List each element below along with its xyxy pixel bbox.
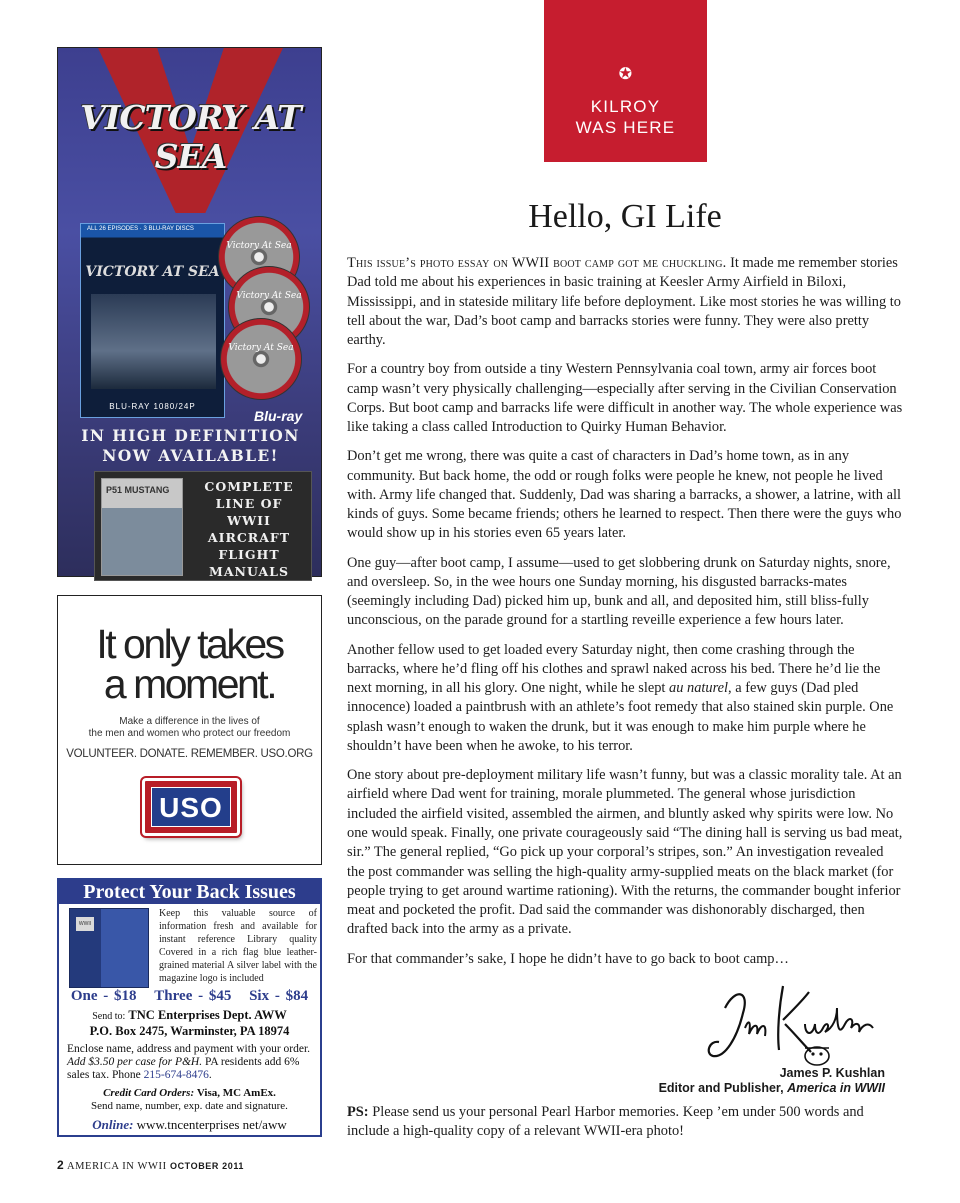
manual-cover-image <box>101 478 183 576</box>
uso-sub-line-1: Make a difference in the lives of <box>119 716 260 727</box>
binder-order-info: Enclose name, address and payment with your order. Add $3.50 per case for P&H. PA residents add 6% sales tax. Phone 215-674-8476. <box>67 1043 311 1081</box>
tab-line-2: WAS HERE <box>575 118 676 137</box>
tax-text: PA residents add 6% sales tax. Phone <box>67 1056 300 1081</box>
po-box: P.O. Box 2475, Warminster, PA 18974 <box>89 1024 290 1038</box>
tab-line-1: KILROY <box>590 97 661 116</box>
uso-headline-line-1: It only takes <box>96 621 283 667</box>
manual-line: COMPLETE <box>204 479 294 494</box>
hd-banner <box>58 426 323 466</box>
publication-name: America in WWII <box>787 1081 885 1095</box>
italic-phrase: au naturel <box>669 680 729 697</box>
manual-line: AIRCRAFT <box>207 530 291 545</box>
hd-line-1: IN HIGH DEFINITION <box>81 426 300 445</box>
price-three: Three - $45 <box>154 988 232 1004</box>
author-title <box>560 1081 885 1095</box>
binder-title: Protect Your Back Issues <box>59 880 320 904</box>
battleship-image <box>91 294 216 389</box>
article-headline: Hello, GI Life <box>528 198 722 235</box>
manual-line: WWII <box>227 513 271 528</box>
manual-cover-label: P51 MUSTANG <box>106 485 170 495</box>
manual-line: FLIGHT <box>218 547 280 562</box>
page-footer <box>57 1158 357 1172</box>
binder-description: Keep this valuable source of information fresh and available for instant reference Library quality Covered in a rich flag blue leather-grained material A silver label with the magazine logo is included <box>159 908 317 984</box>
disc-label: Victory At Sea <box>226 241 292 251</box>
online-url[interactable]: www.tncenterprises net/aww <box>136 1117 287 1132</box>
uso-sub-line-2: the men and women who protect our freedom <box>88 728 291 739</box>
box-top-label: ALL 26 EPISODES · 3 BLU-RAY DISCS <box>87 226 194 232</box>
star-icon: ✪ <box>618 64 633 83</box>
ps-label: PS: <box>347 1104 369 1120</box>
box-format-label: BLU-RAY 1080/24P <box>109 402 196 411</box>
paragraph-text: , a few guys (Dad pled innocence) loaded a paintbrush with an athlete’s foot remedy that also stained skin purple. One splash wasn’t enough to waken the drunk, but it was enough to make him purple where he shouldn’t have been when he awoke, to his terror. <box>347 680 894 755</box>
flight-manual-panel <box>94 471 312 581</box>
paragraph: One story about pre-deployment military life wasn’t funny, but was a classic morality tale. At an airfield where Dad went for training, morale plummeted. The general whose jurisdiction included the airfield visited, assembled the airmen, and bluntly asked why spirits were low. No one would speak. Finally, one private courageously said “The dining hall is serving us bad meat, sir.” The general replied, “Go pick up your corporal’s stripes, son.” An investigation revealed the post commander was selling the high-quality army-supplied meats on the black market (for people trying to get around wartime rationing). With the returns, the commander bought inferior meat and pocketed the profit. Dad said the commander was dishonorably discharged, then drafted back into the army as a private. <box>347 767 903 938</box>
ad-title: VICTORY AT SEA <box>80 98 301 176</box>
paragraph-text: It made me remember stories Dad told me about his experiences in basic training at Keesler Army Airfield in Biloxi, Mississippi, and in stateside military life before deployment. Like most stories he was willing to tell about the war, Dad’s boot camp and barracks stories were funny. They were also pretty earthy. <box>347 255 901 349</box>
price-six: Six - $84 <box>249 988 309 1004</box>
hd-line-2: NOW AVAILABLE! <box>102 446 279 465</box>
cc-label: Credit Card Orders: <box>103 1087 195 1099</box>
magazine-name: AMERICA IN WWII <box>66 1161 167 1172</box>
phone-number[interactable]: 215-674-8476 <box>143 1069 209 1081</box>
page-number: 2 <box>57 1158 65 1172</box>
ps-text: Please send us your personal Pearl Harbor memories. Keep ’em under 500 words and include a high-quality copy of a relevant WWII-era photo! <box>347 1104 864 1140</box>
paragraph: Don’t get me wrong, there was quite a cast of characters in Dad’s home town, as in any community. But back home, the odd or rough folks were people he knew, not people he lived with. Army life changed that. Suddenly, Dad was sharing a barracks, a shower, a latrine, with all kinds of guys. Some became friends; others he learned to respect. Then there were the guys who would show up in his stories even 65 years later. <box>347 448 902 542</box>
binder-prices <box>59 988 320 1005</box>
author-role: Editor and Publisher, <box>658 1081 788 1095</box>
online-label: Online: <box>92 1117 134 1132</box>
author-name: James P. Kushlan <box>779 1066 885 1080</box>
price-one: One - $18 <box>70 988 137 1004</box>
shipping-text: Add $3.50 per case for P&H. <box>67 1056 203 1068</box>
back-issues-ad <box>57 878 322 1137</box>
tab-text <box>544 96 707 138</box>
binder-address <box>59 1008 320 1039</box>
box-title: VICTORY AT SEA <box>85 264 220 280</box>
signature-image <box>705 978 885 1073</box>
company-name: TNC Enterprises Dept. AWW <box>128 1008 287 1022</box>
cc-cards: Visa, MC AmEx. <box>196 1087 276 1099</box>
uso-headline <box>58 621 321 707</box>
paragraph: One guy—after boot camp, I assume—used to get slobbering drunk on Saturday nights, snore, and oversleep. So, in the wee hours one Sunday morning, his disgusted barracks-mates (seemingly including Dad) picked him up, bunk and all, and deposited him, still bliss-fully unconscious, on the parade ground for a startling reveille experience a few hours later. <box>347 554 891 629</box>
uso-logo-text: USO <box>159 792 223 823</box>
disc-label: Victory At Sea <box>236 291 302 301</box>
binder-spine-label: WWII <box>76 917 94 931</box>
uso-cta[interactable]: VOLUNTEER. DONATE. REMEMBER. USO.ORG <box>66 748 313 760</box>
uso-logo-inner <box>151 787 231 827</box>
paragraph <box>347 254 903 350</box>
credit-card-info <box>59 1087 320 1113</box>
manual-line: LINE OF <box>215 496 283 511</box>
enclose-text: Enclose name, address and payment with your order. <box>67 1043 311 1055</box>
binder-image <box>69 908 149 988</box>
manual-line: MANUALS <box>209 564 289 579</box>
postscript <box>347 1103 903 1142</box>
paragraph <box>347 641 903 757</box>
manual-text <box>189 478 309 580</box>
paragraph-text: Another fellow used to get loaded every Saturday night, then come crashing through the barracks, where he’d fling off his clothes and sprawl naked across his bed. There he’d lie the next morning, in all his glory. One night, while he slept <box>347 641 881 697</box>
paragraph: For that commander’s sake, I hope he didn’t have to go back to boot camp… <box>347 950 789 967</box>
online-info <box>59 1117 320 1133</box>
disc-label: Victory At Sea <box>228 343 294 353</box>
cc-send: Send name, number, exp. date and signature. <box>91 1100 288 1112</box>
send-to-label: Send to: <box>92 1011 126 1022</box>
bluray-logo: Blu-ray <box>254 408 303 424</box>
uso-subtext <box>58 716 321 740</box>
uso-logo <box>142 778 240 836</box>
paragraph: For a country boy from outside a tiny Western Pennsylvania coal town, army air forces boot camp wasn’t very physically challenging—especially after serving in the Civilian Conservation Corps. But boot camp and barracks life were difficult in another way. The whole experience was like taking a class called Introduction to Quirky Human Behavior. <box>347 361 903 436</box>
victory-at-sea-ad <box>57 47 322 577</box>
bluray-box-image <box>80 223 225 418</box>
disc-image <box>220 318 302 400</box>
kilroy-tab <box>544 0 707 162</box>
uso-headline-line-2: a moment. <box>103 661 276 707</box>
lead-in: This issue’s photo essay on WWII boot camp got me chuckling. <box>347 255 727 271</box>
uso-ad <box>57 595 322 865</box>
article-body <box>347 254 903 979</box>
issue-date: OCTOBER 2011 <box>169 1161 245 1171</box>
